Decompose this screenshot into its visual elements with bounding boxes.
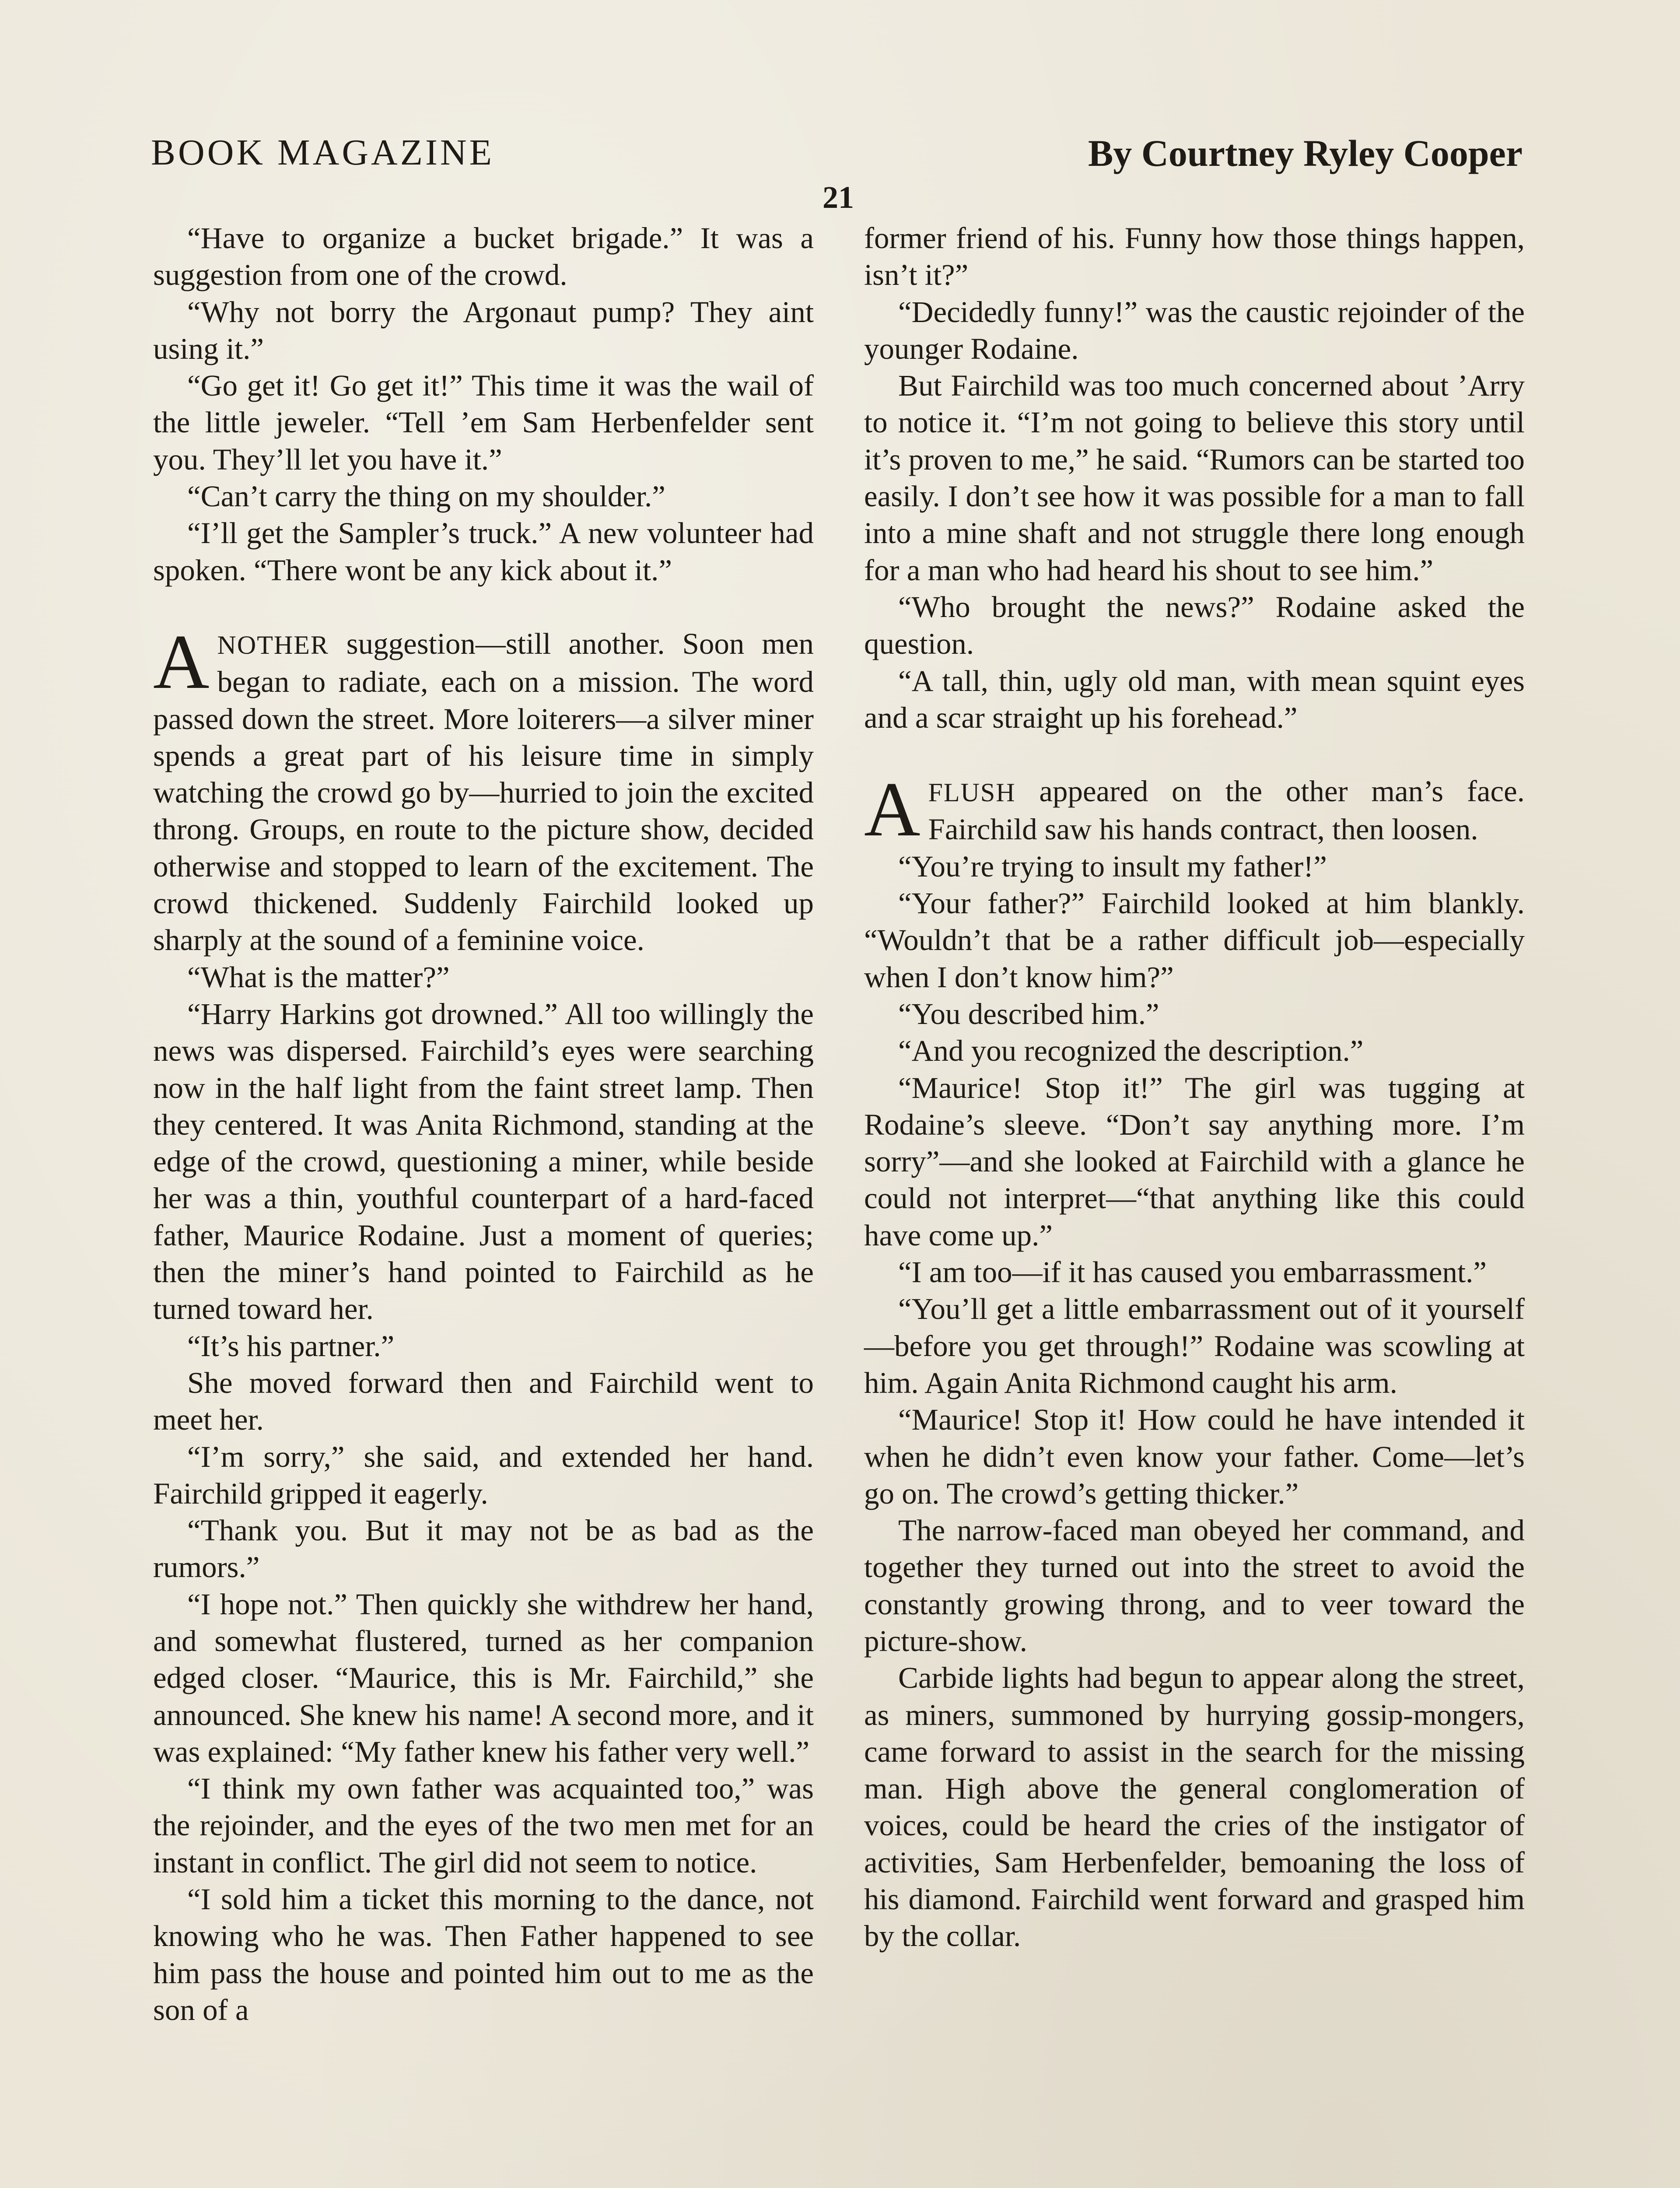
magazine-title: BOOK MAGAZINE xyxy=(151,132,494,173)
page-number: 21 xyxy=(822,180,854,215)
right-column xyxy=(864,220,1525,1955)
paragraph: “What is the matter?” xyxy=(187,960,450,994)
paragraph: But Fairchild was too much concerned about ’Arry to notice it. “I’m not going to believe this story until it’s proven to me,” he said. “Rumors can be started too easily. I don’t see how it was possible for a man to fall into a mine shaft and not struggle there long enough for a man who had heard his shout to see him.” xyxy=(864,369,1525,587)
paragraph: “And you recognized the description.” xyxy=(898,1034,1364,1068)
paragraph: “Your father?” Fairchild looked at him blankly. “Wouldn’t that be a rather difficult job—especially when I don’t know him?” xyxy=(864,887,1525,994)
paragraph: “Maurice! Stop it! How could he have intended it when he didn’t even know your father. Come—let’s go on. The crowd’s getting thicker.” xyxy=(864,1403,1525,1510)
paragraph: “Maurice! Stop it!” The girl was tugging at Rodaine’s sleeve. “Don’t say anything more. I’m sorry”—and she looked at Fairchild with a glance he could not interpret—“that anything like this could have come up.” xyxy=(864,1071,1525,1252)
paragraph-text: appeared on the other man’s face. Fairchild saw his hands contract, then loosen. xyxy=(928,775,1525,846)
paragraph: “I think my own father was acquainted too,” was the rejoinder, and the eyes of the two men met for an instant in conflict. The girl did not seem to notice. xyxy=(153,1772,814,1879)
paragraph: “Decidedly funny!” was the caustic rejoinder of the younger Rodaine. xyxy=(864,295,1525,365)
paragraph-text: suggestion—still another. Soon men began to radiate, each on a mission. The word passed down the street. More loiterers—a silver miner spends a great part of his leisure time in simply watching the crowd go by—hurried to join the excited throng. Groups, en route to the picture show, decided otherwise and stopped to learn of the excitement. The crowd thickened. Suddenly Fairchild looked up sharply at the sound of a feminine voice. xyxy=(153,627,814,957)
paragraph: “Thank you. But it may not be as bad as the rumors.” xyxy=(153,1514,814,1584)
left-column xyxy=(153,220,814,2028)
paragraph: Carbide lights had begun to appear along the street, as miners, summoned by hurrying gossip-mongers, came forward to assist in the search for the missing man. High above the general conglomeration of voices, could be heard the cries of the instigator of activities, Sam Herbenfelder, bemoaning the loss of his diamond. Fairchild went forward and grasped him by the collar. xyxy=(864,1661,1525,1953)
paragraph: The narrow-faced man obeyed her command, and together they turned out into the street to avoid the constantly growing throng, and to veer toward the picture-show. xyxy=(864,1514,1525,1658)
paragraph: “You’re trying to insult my father!” xyxy=(898,849,1327,883)
drop-cap: A xyxy=(153,618,210,705)
paragraph: “Go get it! Go get it!” This time it was the wail of the little jeweler. “Tell ’em Sam Herbenfelder sent you. They’ll let you have it.” xyxy=(153,369,814,476)
paragraph: She moved forward then and Fairchild went to meet her. xyxy=(153,1366,814,1437)
paragraph: “Have to organize a bucket brigade.” It was a suggestion from one of the crowd. xyxy=(153,221,814,292)
paragraph: “I am too—if it has caused you embarrassment.” xyxy=(898,1255,1487,1289)
paragraph: “Who brought the news?” Rodaine asked the question. xyxy=(864,590,1525,661)
paragraph: “It’s his partner.” xyxy=(187,1329,395,1363)
paragraph: “I’m sorry,” she said, and extended her hand. Fairchild gripped it eagerly. xyxy=(153,1440,814,1510)
paragraph: “Can’t carry the thing on my shoulder.” xyxy=(187,480,665,513)
small-caps-lead: NOTHER xyxy=(217,630,329,659)
paragraph: “Harry Harkins got drowned.” All too willingly the news was dispersed. Fairchild’s eyes were searching now in the half light from the faint street lamp. Then they centered. It was Anita Richmond, standing at the edge of the crowd, questioning a miner, while beside her was a thin, youthful counterpart of a hard-faced father, Maurice Rodaine. Just a moment of queries; then the miner’s hand pointed to Fairchild as he turned toward her. xyxy=(153,997,814,1326)
paragraph: “I’ll get the Sampler’s truck.” A new volunteer had spoken. “There wont be any kick about it.” xyxy=(153,516,814,587)
paragraph: “A tall, thin, ugly old man, with mean squint eyes and a scar straight up his forehead.” xyxy=(864,664,1525,734)
paragraph: former friend of his. Funny how those things happen, isn’t it?” xyxy=(864,221,1525,292)
drop-cap: A xyxy=(864,766,920,853)
paragraph: “You described him.” xyxy=(898,997,1159,1031)
section-opening-paragraph xyxy=(864,766,1525,853)
small-caps-lead: FLUSH xyxy=(928,778,1016,807)
section-opening-paragraph xyxy=(153,618,814,959)
paragraph: “Why not borry the Argonaut pump? They aint using it.” xyxy=(153,295,814,365)
paragraph: “You’ll get a little embarrassment out of it yourself—before you get through!” Rodaine was scowling at him. Again Anita Richmond caught his arm. xyxy=(864,1292,1525,1399)
author-byline: By Courtney Ryley Cooper xyxy=(1088,132,1522,174)
paragraph: “I hope not.” Then quickly she withdrew her hand, and somewhat flustered, turned as her companion edged closer. “Maurice, this is Mr. Fairchild,” she announced. She knew his name! A second more, and it was explained: “My father knew his father very well.” xyxy=(153,1587,814,1768)
paragraph: “I sold him a ticket this morning to the dance, not knowing who he was. Then Father happened to see him pass the house and pointed him out to me as the son of a xyxy=(153,1883,814,2027)
